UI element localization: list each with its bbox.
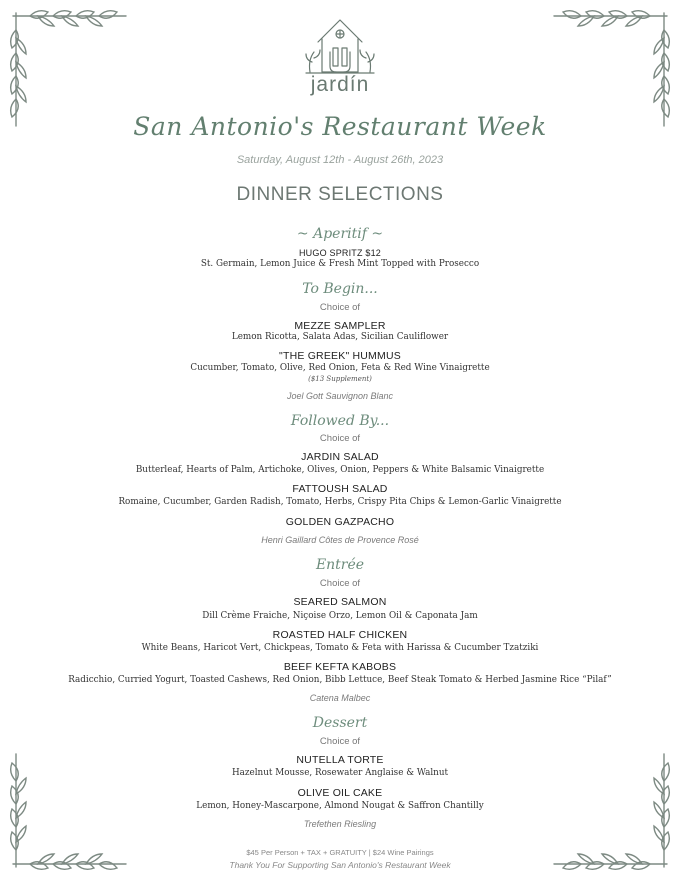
event-dates: Saturday, August 12th - August 26th, 2023	[236, 154, 444, 166]
menu-item-description: Cucumber, Tomato, Olive, Red Onion, Feta & Red Wine Vinaigrette	[190, 363, 490, 373]
menu-item-name: "THE GREEK" HUMMUS	[279, 350, 401, 362]
pricing-footer: $45 Per Person + TAX + GRATUITY | $24 Wine Pairings	[246, 848, 434, 857]
menu-item-description: Lemon, Honey-Mascarpone, Almond Nougat & Saffron Chantilly	[196, 801, 484, 811]
section-heading-dessert: Dessert	[312, 715, 368, 731]
menu-item-name: JARDIN SALAD	[301, 451, 379, 463]
leaf-branch-icon	[552, 8, 672, 128]
menu-item-name: SEARED SALMON	[293, 596, 387, 608]
menu-item-name: MEZZE SAMPLER	[294, 320, 386, 332]
section-heading-entree: Entrée	[315, 557, 365, 573]
menu-item-name: OLIVE OIL CAKE	[297, 787, 383, 799]
choice-label: Choice of	[319, 578, 361, 589]
brand-name: jardín	[310, 73, 370, 96]
menu-item-description: Lemon Ricotta, Salata Adas, Sicilian Cauliflower	[231, 332, 449, 342]
wine-pairing: Joel Gott Sauvignon Blanc	[286, 391, 394, 401]
menu-item-name: FATTOUSH SALAD	[292, 483, 388, 495]
thank-you-footer: Thank You For Supporting San Antonio's Restaurant Week	[229, 860, 451, 870]
section-heading-aperitif: ~ Aperitif ~	[296, 226, 384, 242]
menu-item-description: Butterleaf, Hearts of Palm, Artichoke, Olives, Onion, Peppers & White Balsamic Vinaigrette	[135, 465, 545, 475]
menu-item-name: BEEF KEFTA KABOBS	[283, 661, 397, 673]
wine-pairing: Trefethen Riesling	[303, 819, 377, 829]
menu-item-description: Radicchio, Curried Yogurt, Toasted Cashews, Red Onion, Bibb Lettuce, Beef Steak Tomato & Herbed Jasmine Rice “Pilaf”	[68, 675, 612, 685]
menu-item-name: ROASTED HALF CHICKEN	[272, 629, 408, 641]
menu-item-name: GOLDEN GAZPACHO	[285, 516, 395, 528]
menu-item-name: HUGO SPRITZ $12	[298, 248, 382, 258]
menu-item-description: Hazelnut Mousse, Rosewater Anglaise & Walnut	[231, 768, 449, 778]
menu-item-description: Romaine, Cucumber, Garden Radish, Tomato, Herbs, Crispy Pita Chips & Lemon-Garlic Vinaigrette	[118, 497, 562, 507]
event-title: San Antonio's Restaurant Week	[133, 112, 547, 141]
wine-pairing: Henri Gaillard Côtes de Provence Rosé	[261, 535, 419, 545]
menu-item-name: NUTELLA TORTE	[296, 754, 384, 766]
menu-item-description: Dill Crème Fraiche, Niçoise Orzo, Lemon Oil & Caponata Jam	[202, 611, 478, 621]
section-heading-followed-by: Followed By...	[290, 413, 390, 429]
choice-label: Choice of	[319, 302, 361, 313]
menu-item-description: White Beans, Haricot Vert, Chickpeas, Tomato & Feta with Harissa & Cucumber Tzatziki	[141, 643, 539, 653]
wine-pairing: Catena Malbec	[309, 693, 371, 703]
menu-title: DINNER SELECTIONS	[236, 184, 444, 205]
section-heading-to-begin: To Begin...	[302, 281, 378, 297]
choice-label: Choice of	[319, 736, 361, 747]
menu-item-description: St. Germain, Lemon Juice & Fresh Mint Topped with Prosecco	[200, 259, 480, 269]
leaf-branch-icon	[8, 8, 128, 128]
supplement-note: ($13 Supplement)	[308, 375, 372, 383]
choice-label: Choice of	[319, 433, 361, 444]
house-logo-icon	[300, 12, 380, 76]
